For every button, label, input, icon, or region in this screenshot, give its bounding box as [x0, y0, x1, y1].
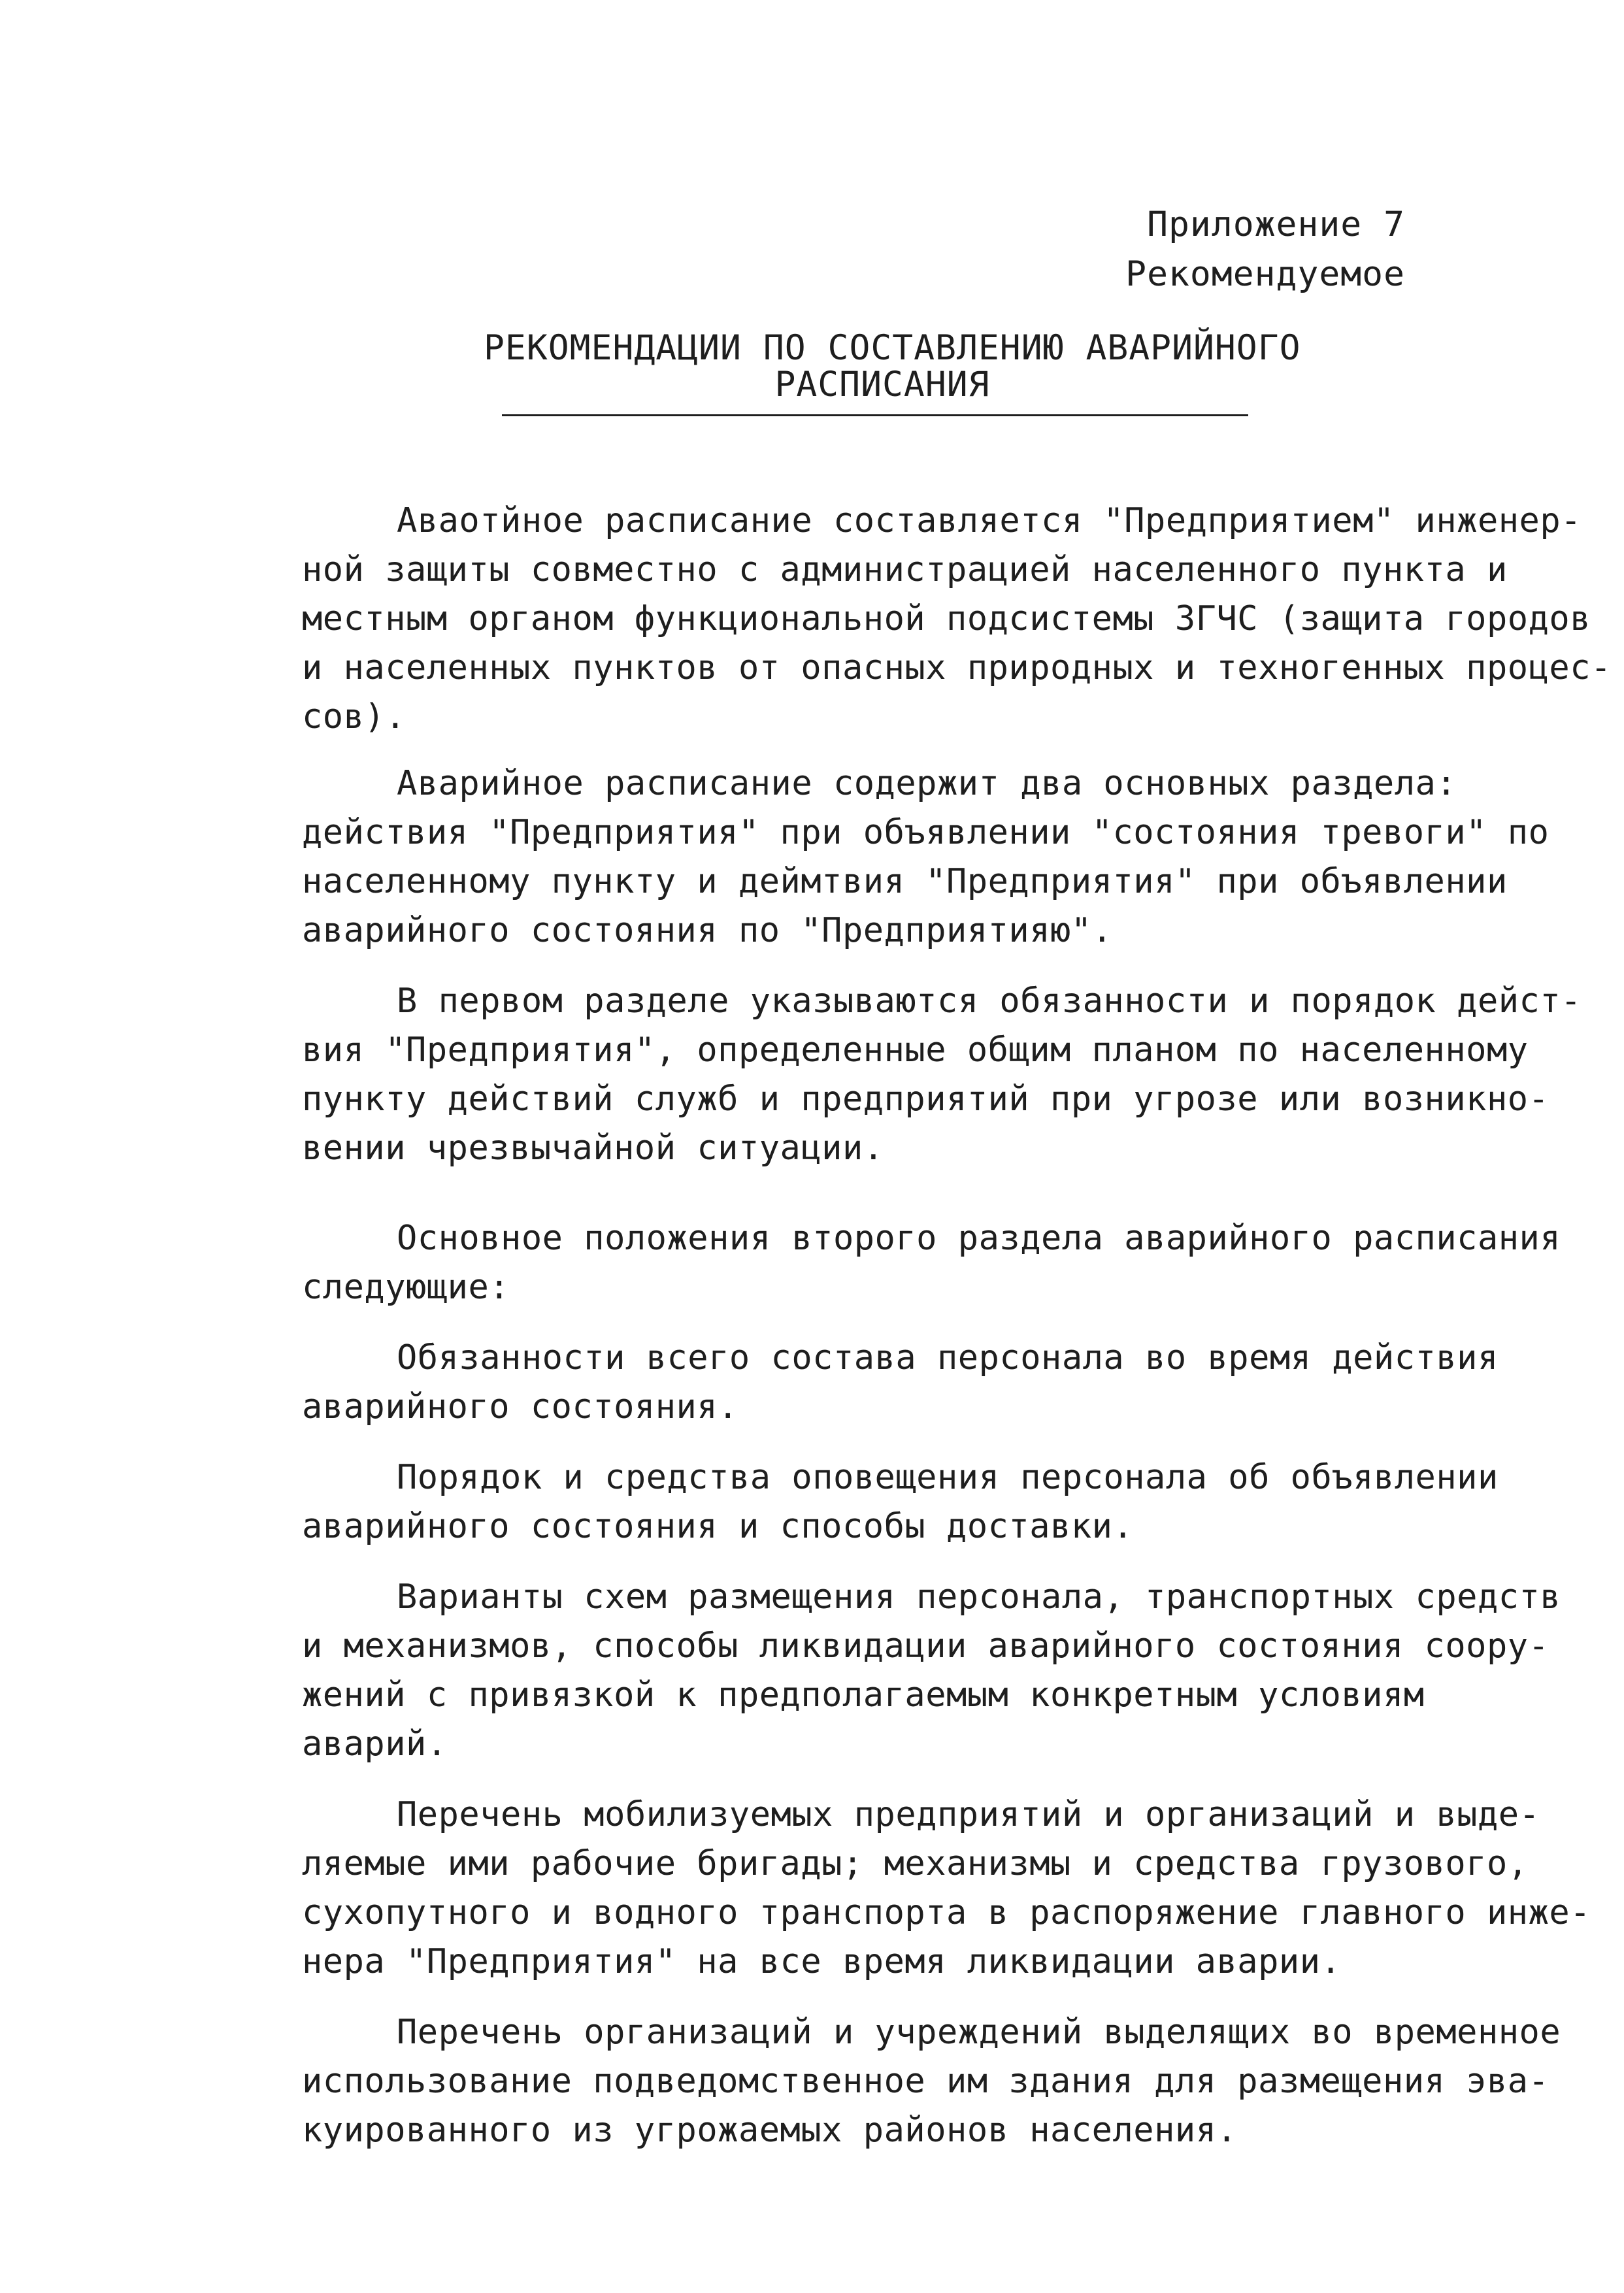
- paragraph-line: Варианты схем размещения персонала, транспортных средств: [397, 1577, 1561, 1617]
- paragraph-4: [302, 1214, 1561, 1312]
- paragraph-line: пункту действий служб и предприятий при угрозе или возникно-: [302, 1080, 1549, 1119]
- paragraph-line: и населенных пунктов от опасных природных и техногенных процес-: [302, 648, 1612, 687]
- paragraph-line: куированного из угрожаемых районов населения.: [302, 2111, 1238, 2150]
- paragraph-line: Перечень организаций и учреждений выделящих во временное: [397, 2013, 1561, 2052]
- title-line-2: РАСПИСАНИЯ: [774, 365, 990, 404]
- paragraph-line: местным органом функциональной подсистемы ЗГЧС (защита городов: [302, 599, 1591, 638]
- paragraph-line: вении чрезвычайной ситуации.: [302, 1129, 884, 1168]
- paragraph-line: нера "Предприятия" на все время ликвидации аварии.: [302, 1942, 1342, 1981]
- paragraph-line: ляемые ими рабочие бригады; механизмы и средства грузового,: [302, 1844, 1529, 1883]
- paragraph-line: Основное положения второго раздела аварийного расписания: [397, 1219, 1561, 1258]
- paragraph-line: Обязанности всего состава персонала во время действия: [397, 1338, 1499, 1377]
- paragraph-line: аварийного состояния.: [302, 1387, 738, 1427]
- paragraph-line: аварий.: [302, 1724, 448, 1764]
- paragraph-line: вия "Предприятия", определенные общим планом по населенному: [302, 1031, 1529, 1070]
- paragraph-9: [302, 2008, 1561, 2155]
- paragraph-line: сов).: [302, 697, 406, 736]
- paragraph-line: следующие:: [302, 1268, 510, 1307]
- appendix-label: Приложение 7: [1147, 205, 1405, 244]
- paragraph-line: аварийного состояния по "Предприятияю".: [302, 911, 1113, 950]
- paragraph-line: Перечень мобилизуемых предприятий и организаций и выде-: [397, 1795, 1540, 1834]
- paragraph-line: Порядок и средства оповещения персонала об объявлении: [397, 1458, 1499, 1497]
- title-line-1: РЕКОМЕНДАЦИИ ПО СОСТАВЛЕНИЮ АВАРИЙНОГО: [484, 328, 1301, 368]
- paragraph-line: В первом разделе указываются обязанности и порядок дейст-: [397, 982, 1582, 1021]
- paragraph-3: [302, 977, 1582, 1173]
- paragraph-line: и механизмов, способы ликвидации аварийного состояния соору-: [302, 1626, 1549, 1666]
- paragraph-2: [302, 759, 1557, 955]
- appendix-status: Рекомендуемое: [1125, 254, 1405, 294]
- paragraph-line: жений с привязкой к предполагаемым конкретным условиям: [302, 1675, 1425, 1715]
- paragraph-5: [302, 1334, 1557, 1432]
- paragraph-line: населенному пункту и деймтвия "Предприятия" при объявлении: [302, 862, 1508, 901]
- paragraph-line: Аваотйное расписание составляется "Предприятием" инженер-: [397, 501, 1582, 540]
- paragraph-line: действия "Предприятия" при объявлении "состояния тревоги" по: [302, 813, 1549, 852]
- appendix-header: [1125, 200, 1405, 299]
- paragraph-1: [302, 497, 1612, 742]
- paragraph-line: использование подведомственное им здания для размещения эва-: [302, 2062, 1549, 2101]
- paragraph-6: [302, 1453, 1557, 1551]
- paragraph-line: Аварийное расписание содержит два основных раздела:: [397, 764, 1457, 803]
- paragraph-7: [302, 1573, 1561, 1769]
- paragraph-line: ной защиты совместно с администрацией населенного пункта и: [302, 550, 1508, 589]
- document-title: [484, 328, 1301, 404]
- title-underline: [502, 414, 1248, 416]
- paragraph-8: [302, 1790, 1591, 1987]
- document-body: [302, 497, 1612, 2155]
- paragraph-line: сухопутного и водного транспорта в распоряжение главного инже-: [302, 1893, 1591, 1932]
- paragraph-line: аварийного состояния и способы доставки.: [302, 1507, 1134, 1546]
